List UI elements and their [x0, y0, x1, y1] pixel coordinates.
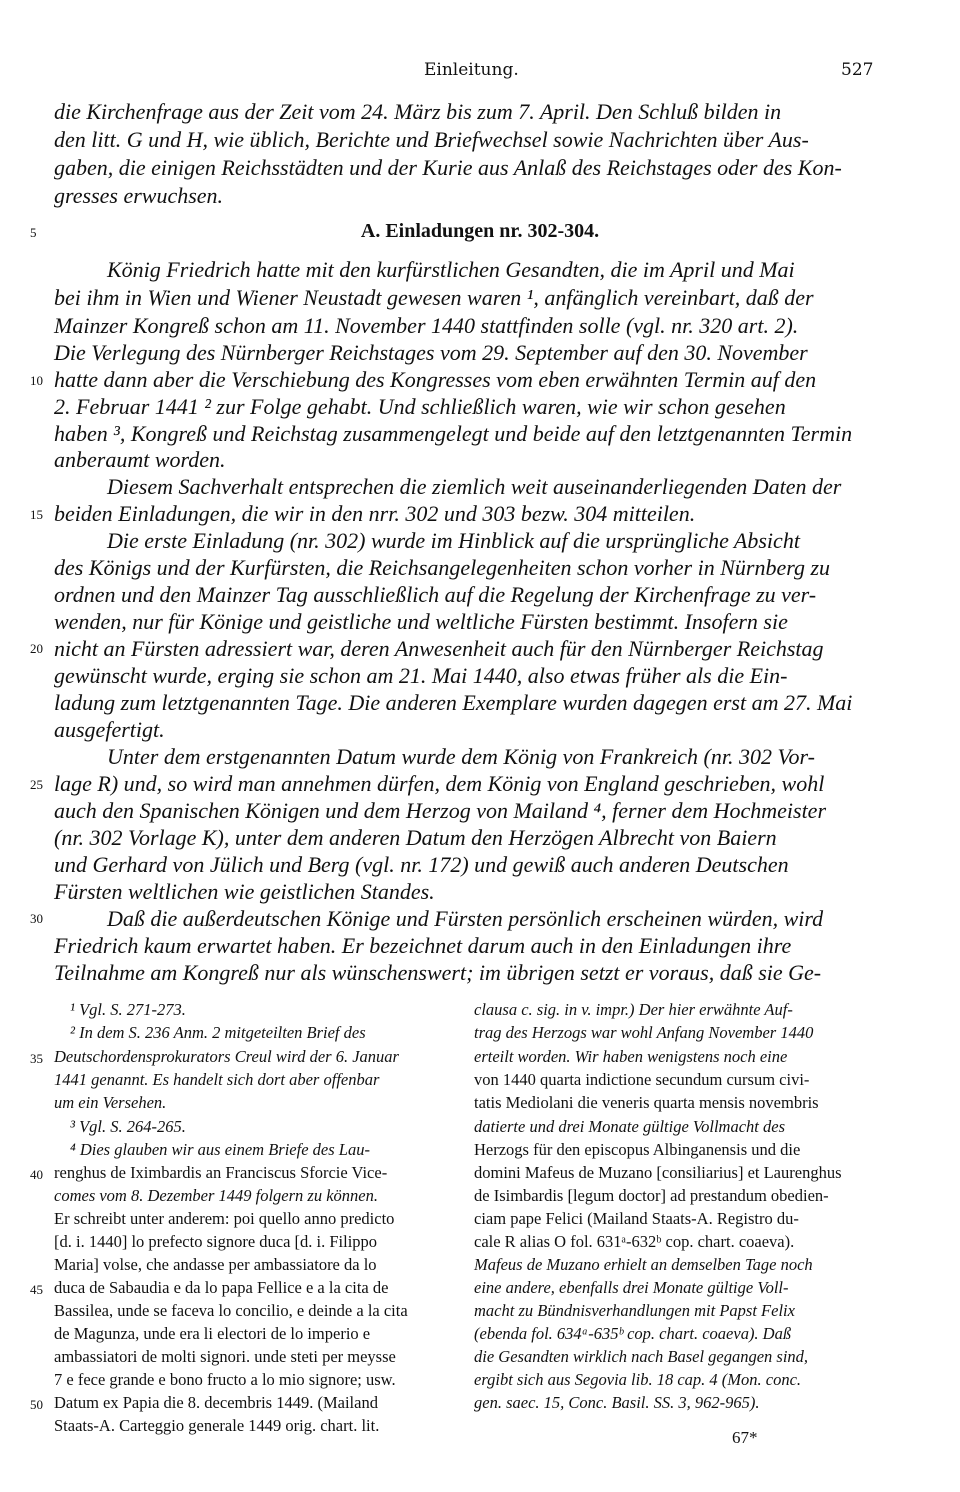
footnote-line: ambassiatori de molti signori. unde steti per meysse	[54, 1347, 396, 1366]
section-heading: A. Einladungen nr. 302-304.	[360, 220, 600, 242]
main-text-line: Die Verlegung des Nürnberger Reichstages vom 29. September auf den 30. November	[54, 340, 808, 365]
footnote-line: Bassilea, unde se faceva lo concilio, e deinde a la cita	[54, 1301, 408, 1320]
footnote-line: Datum ex Papia die 8. decembris 1449. (Mailand	[54, 1393, 378, 1412]
footnote-line: comes vom 8. Dezember 1449 folgern zu können.	[54, 1186, 378, 1205]
footnote-line: um ein Versehen.	[54, 1093, 167, 1112]
main-text-line: auch den Spanischen Königen und dem Herzog von Mailand ⁴, ferner dem Hochmeister	[54, 798, 827, 823]
main-text-line: Fürsten weltlichen wie geistlichen Standes.	[54, 879, 435, 904]
main-text-line: hatte dann aber die Verschiebung des Kongresses vom eben erwähnten Termin auf den	[54, 367, 817, 392]
line-number: 35	[30, 1051, 43, 1066]
main-text-line: des Königs und der Kurfürsten, die Reichsangelegenheiten schon vorher in Nürnberg zu	[54, 555, 831, 580]
main-text-line: ordnen und den Mainzer Tag ausschließlich auf die Regelung der Kirchenfrage zu ver-	[54, 582, 817, 607]
line-number: 50	[30, 1397, 43, 1412]
footnote-line: de Isimbardis [legum doctor] ad prestandum obedien-	[474, 1186, 829, 1205]
footnote-line: ³ Vgl. S. 264-265.	[70, 1117, 186, 1136]
main-text-line: Die erste Einladung (nr. 302) wurde im Hinblick auf die ursprüngliche Absicht	[107, 528, 800, 553]
main-text-line: Mainzer Kongreß schon am 11. November 1440 stattfinden solle (vgl. nr. 320 art. 2).	[54, 313, 799, 338]
main-text-line: lage R) und, so wird man annehmen dürfen, dem König von England geschrieben, wohl	[54, 771, 825, 796]
footnote-line: 7 e fece grande e bono fructo a lo mio signore; usw.	[54, 1370, 396, 1389]
footnote-line: domini Mafeus de Muzano [consiliarius] et Laurenghus	[474, 1163, 842, 1182]
footnote-line: clausa c. sig. in v. impr.) Der hier erwähnte Auf-	[474, 1000, 793, 1019]
footnote-line: ² In dem S. 236 Anm. 2 mitgeteilten Brief des	[70, 1023, 366, 1042]
footnote-line: macht zu Bündnisverhandlungen mit Papst Felix	[474, 1301, 795, 1320]
main-text-line: König Friedrich hatte mit den kurfürstlichen Gesandten, die im April und Mai	[107, 257, 795, 282]
footnote-line: [d. i. 1440] lo prefecto signore duca [d. i. Filippo	[54, 1232, 378, 1251]
main-text-line: Unter dem erstgenannten Datum wurde dem König von Frankreich (nr. 302 Vor-	[107, 744, 815, 769]
main-text-line: den litt. G und H, wie üblich, Berichte und Briefwechsel sowie Nachrichten über Aus-	[54, 127, 809, 152]
footnote-line: 1441 genannt. Es handelt sich dort aber offenbar	[54, 1070, 380, 1089]
main-text-line: ladung zum letztgenannten Tage. Die anderen Exemplare wurden dagegen erst am 27. Mai	[54, 690, 853, 715]
footnote-line: ⁴ Dies glauben wir aus einem Briefe des Lau-	[70, 1140, 370, 1159]
signature-mark: 67*	[732, 1428, 758, 1447]
main-text-line: bei ihm in Wien und Wiener Neustadt gewesen waren ¹, anfänglich vereinbart, daß der	[54, 285, 814, 310]
footnote-line: trag des Herzogs war wohl Anfang November 1440	[474, 1023, 814, 1042]
footnote-line: erteilt worden. Wir haben wenigstens noch eine	[474, 1047, 788, 1066]
line-number: 40	[30, 1167, 43, 1182]
footnote-line: datierte und drei Monate gültige Vollmacht des	[474, 1117, 786, 1136]
main-text-line: Teilnahme am Kongreß nur als wünschenswert; im übrigen setzt er voraus, daß sie Ge-	[54, 960, 822, 985]
main-text-line: (nr. 302 Vorlage K), unter dem anderen Datum den Herzögen Albrecht von Baiern	[54, 825, 777, 850]
footnote-line: cale R alias O fol. 631ᵃ-632ᵇ cop. chart. coaeva).	[474, 1232, 795, 1251]
footnote-line: Maria] volse, che andasse per ambassiatore da lo	[54, 1255, 377, 1274]
page-number: 527	[841, 60, 874, 80]
footnote-line: die Gesandten wirklich nach Basel gegangen sind,	[474, 1347, 809, 1366]
footnote-line: eine andere, ebenfalls drei Monate gültige Voll-	[474, 1278, 789, 1297]
main-text-line: die Kirchenfrage aus der Zeit vom 24. März bis zum 7. April. Den Schluß bilden in	[54, 99, 782, 124]
main-text-line: nicht an Fürsten adressiert war, deren Anwesenheit auch für den Nürnberger Reichstag	[54, 636, 824, 661]
line-number: 10	[30, 373, 43, 388]
footnote-line: ¹ Vgl. S. 271-273.	[70, 1000, 186, 1019]
footnote-line: renghus de Iximbardis an Franciscus Sforcie Vice-	[54, 1163, 388, 1182]
main-text-line: Daß die außerdeutschen Könige und Fürsten persönlich erscheinen würden, wird	[107, 906, 824, 931]
footnote-line: de Magunza, unde era li electori de lo imperio e	[54, 1324, 371, 1343]
main-text-line: und Gerhard von Jülich und Berg (vgl. nr. 172) und gewiß auch anderen Deutschen	[54, 852, 789, 877]
line-number: 45	[30, 1282, 43, 1297]
footnote-line: gen. saec. 15, Conc. Basil. SS. 3, 962-965).	[474, 1393, 760, 1412]
line-number: 5	[30, 225, 37, 240]
main-text-line: gewünscht wurde, erging sie schon am 21. Mai 1440, also etwas früher als die Ein-	[54, 663, 788, 688]
line-number: 15	[30, 507, 43, 522]
main-text-line: beiden Einladungen, die wir in den nrr. 302 und 303 bezw. 304 mitteilen.	[54, 501, 696, 526]
main-text-line: gresses erwuchsen.	[54, 183, 224, 208]
footnote-line: duca de Sabaudia e da lo papa Fellice e a la cita de	[54, 1278, 389, 1297]
main-text-line: anberaumt worden.	[54, 447, 226, 472]
running-header: Einleitung.	[424, 60, 519, 80]
footnote-line: tatis Mediolani die veneris quarta mensis novembris	[474, 1093, 819, 1112]
footnote-line: Staats-A. Carteggio generale 1449 orig. chart. lit.	[54, 1416, 380, 1435]
footnote-line: ergibt sich aus Segovia lib. 18 cap. 4 (Mon. conc.	[474, 1370, 802, 1389]
footnote-line: von 1440 quarta indictione secundum cursum civi-	[474, 1070, 810, 1089]
footnote-line: (ebenda fol. 634ᵃ-635ᵇ cop. chart. coaeva). Daß	[474, 1324, 792, 1343]
line-number: 20	[30, 641, 43, 656]
main-text-line: wenden, nur für Könige und geistliche und weltliche Fürsten bestimmt. Insofern sie	[54, 609, 788, 634]
line-number: 25	[30, 777, 43, 792]
main-text-line: Friedrich kaum erwartet haben. Er bezeichnet darum auch in den Einladungen ihre	[54, 933, 792, 958]
footnote-line: Er schreibt unter anderem: poi quello anno predicto	[54, 1209, 395, 1228]
footnote-line: Deutschordensprokurators Creul wird der 6. Januar	[54, 1047, 399, 1066]
main-text-line: Diesem Sachverhalt entsprechen die ziemlich weit auseinanderliegenden Daten der	[107, 474, 842, 499]
main-text-line: 2. Februar 1441 ² zur Folge gehabt. Und schließlich waren, wie wir schon gesehen	[54, 394, 786, 419]
footnote-line: ciam pape Felici (Mailand Staats-A. Registro du-	[474, 1209, 799, 1228]
main-text-line: haben ³, Kongreß und Reichstag zusammengelegt und beide auf den letztgenannten Termin	[54, 421, 853, 446]
footnote-line: Herzogs für den episcopus Albinganensis und die	[474, 1140, 801, 1159]
line-number: 30	[30, 911, 43, 926]
main-text-line: ausgefertigt.	[54, 717, 165, 742]
footnote-line: Mafeus de Muzano erhielt an demselben Tage noch	[474, 1255, 813, 1274]
main-text-line: gaben, die einigen Reichsstädten und der Kurie aus Anlaß des Reichstages oder des Kon-	[54, 155, 842, 180]
